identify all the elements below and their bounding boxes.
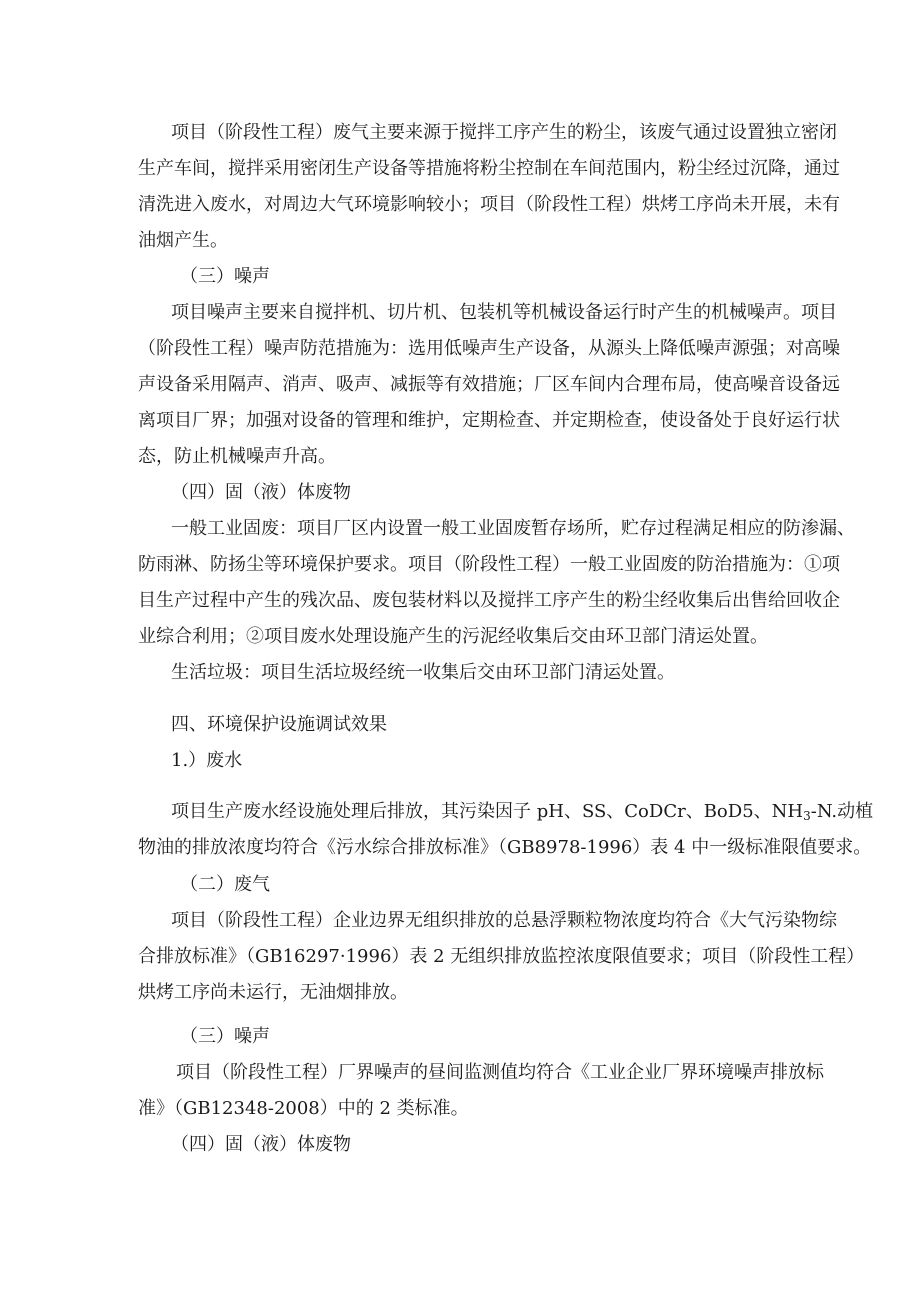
paragraph-line: 油烟产生。 <box>138 230 228 251</box>
paragraph-line: 烘烤工序尚未运行，无油烟排放。 <box>138 982 408 1003</box>
section-heading: 1.）废水 <box>171 750 243 771</box>
paragraph-line: 防雨淋、防扬尘等环境保护要求。项目（阶段性工程）一般工业固废的防治措施为：①项 <box>138 554 840 575</box>
paragraph-line-text: 项目生产废水经设施处理后排放，其污染因子 pH、SS、CoDCr、BoD5、$NH_3-N$.动植 <box>171 801 874 823</box>
paragraph-line: 清洗进入废水，对周边大气环境影响较小；项目（阶段性工程）烘烤工序尚未开展，未有 <box>138 194 840 215</box>
paragraph-line: 项目噪声主要来自搅拌机、切片机、包装机等机械设备运行时产生的机械噪声。项目 <box>171 302 837 323</box>
section-heading: （二）废气 <box>180 874 270 895</box>
paragraph-line: （阶段性工程）噪声防范措施为：选用低噪声生产设备，从源头上降低噪声源强；对高噪 <box>138 338 840 359</box>
paragraph-line: 目生产过程中产生的残次品、废包装材料以及搅拌工序产生的粉尘经收集后出售给回收企 <box>138 590 840 611</box>
section-heading: 四、环境保护设施调试效果 <box>171 714 387 735</box>
section-heading: （三）噪声 <box>180 1026 270 1047</box>
paragraph-line: 态，防止机械噪声升高。 <box>138 446 336 467</box>
paragraph-line: 生活垃圾：项目生活垃圾经统一收集后交由环卫部门清运处置。 <box>171 662 675 683</box>
paragraph-line: 声设备采用隔声、消声、吸声、减振等有效措施；厂区车间内合理布局，使高噪音设备远 <box>138 374 840 395</box>
paragraph-line: 合排放标准》（GB16297·1996）表 2 无组织排放监控浓度限值要求；项目（阶段性工程） <box>138 946 865 967</box>
paragraph-line: 一般工业固废：项目厂区内设置一般工业固废暂存场所，贮存过程满足相应的防渗漏、 <box>171 518 855 539</box>
paragraph-line: 生产车间，搅拌采用密闭生产设备等措施将粉尘控制在车间范围内，粉尘经过沉降，通过 <box>138 158 840 179</box>
paragraph-line: 项目（阶段性工程）企业边界无组织排放的总悬浮颗粒物浓度均符合《大气污染物综 <box>171 910 837 931</box>
section-heading: （四）固（液）体废物 <box>171 482 351 503</box>
paragraph-line: 准》（GB12348-2008）中的 2 类标准。 <box>138 1098 469 1119</box>
section-heading: （三）噪声 <box>180 266 270 287</box>
paragraph-line: 项目（阶段性工程）厂界噪声的昼间监测值均符合《工业企业厂界环境噪声排放标 <box>176 1062 824 1083</box>
paragraph-line: 项目（阶段性工程）废气主要来源于搅拌工序产生的粉尘，该废气通过设置独立密闭 <box>171 122 837 143</box>
section-heading: （四）固（液）体废物 <box>171 1134 351 1155</box>
paragraph-line: 业综合利用；②项目废水处理设施产生的污泥经收集后交由环卫部门清运处置。 <box>138 626 768 647</box>
paragraph-line <box>171 800 874 824</box>
paragraph-line: 离项目厂界；加强对设备的管理和维护，定期检查、并定期检查，使设备处于良好运行状 <box>138 410 840 431</box>
paragraph-line: 物油的排放浓度均符合《污水综合排放标准》（GB8978-1996）表 4 中一级标准限值要求。 <box>138 837 872 858</box>
